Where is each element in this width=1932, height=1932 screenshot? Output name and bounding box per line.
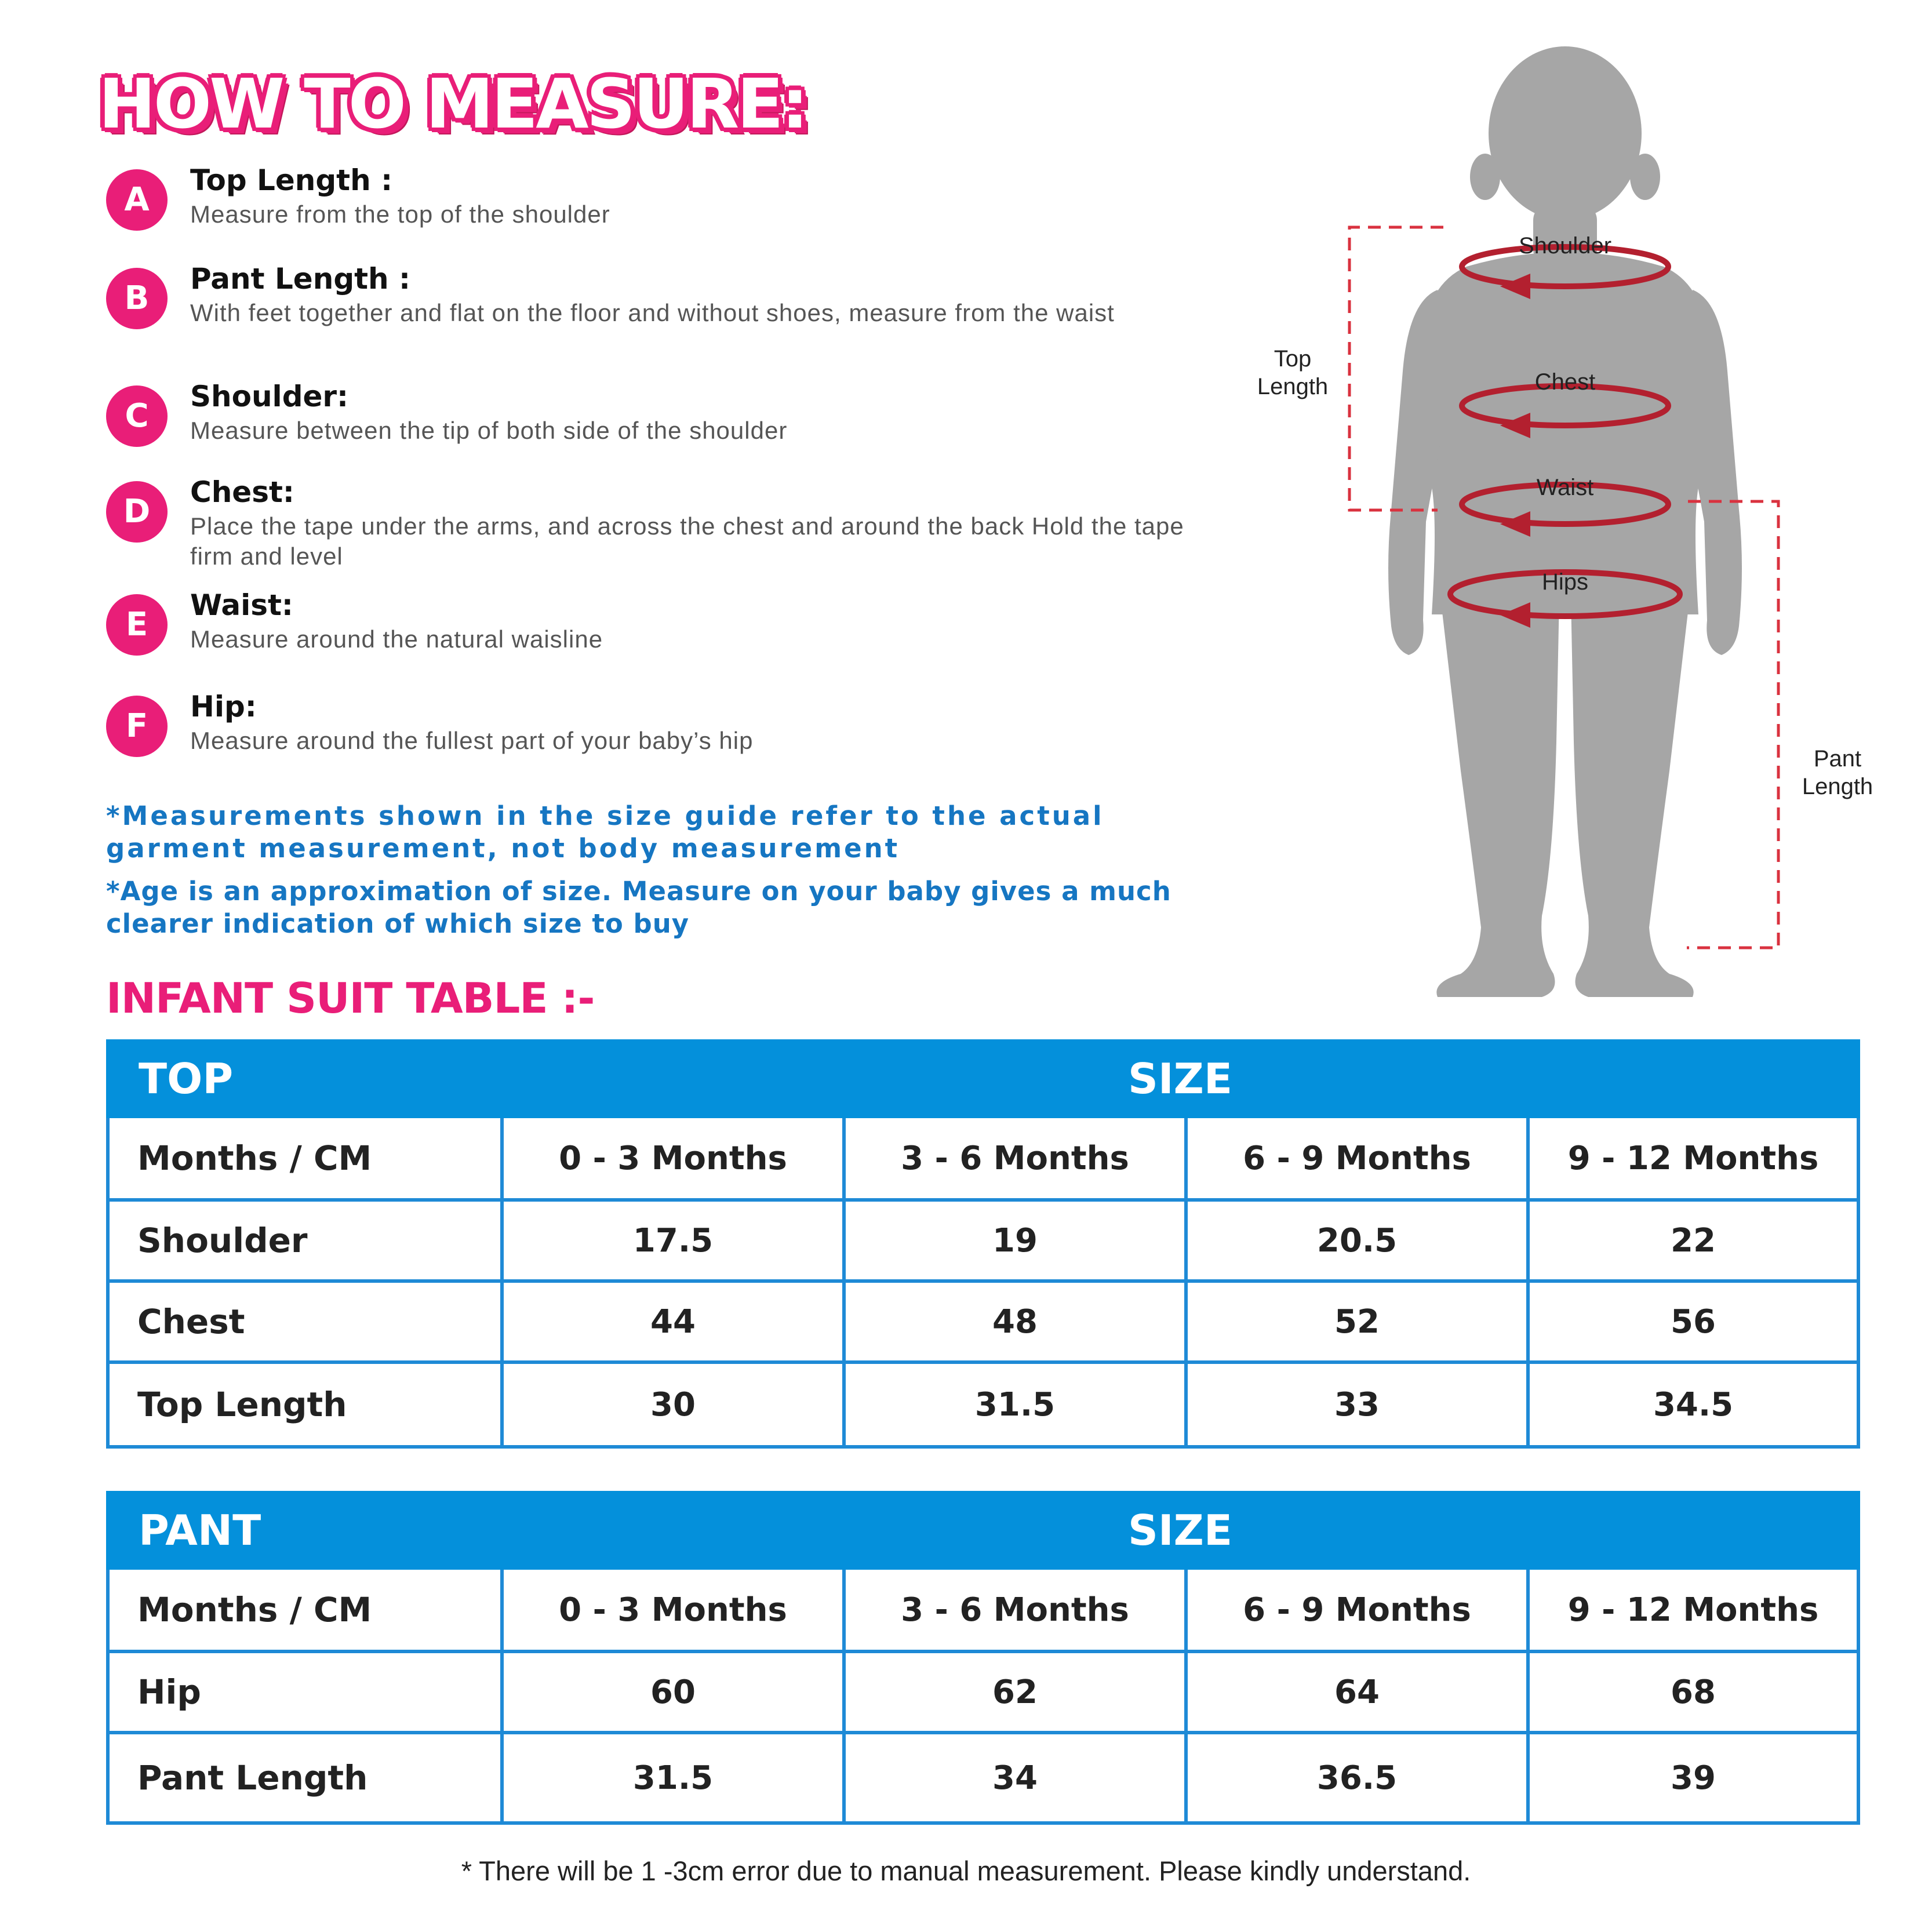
table-cell: 48 bbox=[844, 1281, 1186, 1362]
row-label: Shoulder bbox=[108, 1200, 502, 1281]
table-title-row bbox=[108, 1041, 1858, 1116]
table-row bbox=[108, 1281, 1858, 1362]
table-cell: 22 bbox=[1528, 1200, 1858, 1281]
table-header-row bbox=[108, 1568, 1858, 1651]
table-cell: 31.5 bbox=[844, 1362, 1186, 1447]
table-cell: 62 bbox=[844, 1651, 1186, 1733]
column-header: 9 - 12 Months bbox=[1528, 1116, 1858, 1200]
table-title: PANT bbox=[108, 1493, 502, 1568]
child-silhouette-icon bbox=[1217, 46, 1913, 1020]
column-header: Months / CM bbox=[108, 1116, 502, 1200]
step-description: With feet together and flat on the floor and without shoes, measure from the waist bbox=[190, 299, 1115, 326]
row-label: Hip bbox=[108, 1651, 502, 1733]
step-badge: B bbox=[106, 268, 168, 329]
table-cell: 30 bbox=[502, 1362, 844, 1447]
column-header: 0 - 3 Months bbox=[502, 1116, 844, 1200]
table-row bbox=[108, 1200, 1858, 1281]
pant-size-table bbox=[106, 1491, 1860, 1825]
table-title-row bbox=[108, 1493, 1858, 1568]
chest-label: Chest bbox=[1534, 369, 1596, 395]
table-cell: 36.5 bbox=[1186, 1733, 1528, 1823]
step-description: Measure from the top of the shoulder bbox=[190, 201, 610, 228]
hips-label: Hips bbox=[1541, 569, 1589, 595]
measurement-figure bbox=[1217, 46, 1913, 1020]
pant-length-label: Pant Length bbox=[1802, 746, 1873, 799]
step-title: Top Length : bbox=[190, 163, 393, 197]
step-description: Measure around the fullest part of your baby’s hip bbox=[190, 727, 754, 754]
table-cell: 20.5 bbox=[1186, 1200, 1528, 1281]
step-description: Place the tape under the arms, and across the chest and around the back Hold the tape firm and level bbox=[190, 512, 1184, 570]
table-row bbox=[108, 1733, 1858, 1823]
column-header: 6 - 9 Months bbox=[1186, 1568, 1528, 1651]
table-cell: 34 bbox=[844, 1733, 1186, 1823]
page-title: HOW TO MEASURE: bbox=[99, 64, 807, 144]
note-garment-measurement: *Measurements shown in the size guide refer to the actual garment measurement, not body measurement bbox=[106, 801, 1104, 864]
step-badge: D bbox=[106, 481, 168, 543]
table-header-row bbox=[108, 1116, 1858, 1200]
table-cell: 31.5 bbox=[502, 1733, 844, 1823]
step-badge: F bbox=[106, 696, 168, 757]
table-cell: 33 bbox=[1186, 1362, 1528, 1447]
table-cell: 44 bbox=[502, 1281, 844, 1362]
step-title: Waist: bbox=[190, 588, 293, 622]
table-title: TOP bbox=[108, 1041, 502, 1116]
shoulder-label: Shoulder bbox=[1518, 233, 1612, 259]
table-cell: 39 bbox=[1528, 1733, 1858, 1823]
column-header: 9 - 12 Months bbox=[1528, 1568, 1858, 1651]
step-title: Shoulder: bbox=[190, 380, 349, 413]
table-cell: 17.5 bbox=[502, 1200, 844, 1281]
table-cell: 34.5 bbox=[1528, 1362, 1858, 1447]
step-title: Chest: bbox=[190, 475, 294, 509]
row-label: Top Length bbox=[108, 1362, 502, 1447]
step-badge: A bbox=[106, 169, 168, 231]
step-description: Measure between the tip of both side of the shoulder bbox=[190, 417, 788, 444]
footnote: * There will be 1 -3cm error due to manual measurement. Please kindly understand. bbox=[461, 1855, 1471, 1886]
infant-suit-heading: INFANT SUIT TABLE :- bbox=[106, 974, 595, 1023]
column-header: 3 - 6 Months bbox=[844, 1116, 1186, 1200]
top-length-label: Top Length bbox=[1257, 346, 1329, 399]
column-header: 6 - 9 Months bbox=[1186, 1116, 1528, 1200]
table-cell: 64 bbox=[1186, 1651, 1528, 1733]
table-cell: 52 bbox=[1186, 1281, 1528, 1362]
column-header: Months / CM bbox=[108, 1568, 502, 1651]
column-header: 0 - 3 Months bbox=[502, 1568, 844, 1651]
size-header: SIZE bbox=[502, 1493, 1858, 1568]
row-label: Chest bbox=[108, 1281, 502, 1362]
table-row bbox=[108, 1651, 1858, 1733]
step-badge: C bbox=[106, 385, 168, 447]
table-cell: 19 bbox=[844, 1200, 1186, 1281]
table-cell: 56 bbox=[1528, 1281, 1858, 1362]
note-age-approximation: *Age is an approximation of size. Measure on your baby gives a much clearer indication of which size to buy bbox=[106, 876, 1171, 939]
table-cell: 68 bbox=[1528, 1651, 1858, 1733]
column-header: 3 - 6 Months bbox=[844, 1568, 1186, 1651]
size-header: SIZE bbox=[502, 1041, 1858, 1116]
top-size-table bbox=[106, 1039, 1860, 1449]
row-label: Pant Length bbox=[108, 1733, 502, 1823]
waist-label: Waist bbox=[1536, 475, 1594, 500]
step-badge: E bbox=[106, 594, 168, 656]
step-description: Measure around the natural waisline bbox=[190, 625, 603, 653]
table-row bbox=[108, 1362, 1858, 1447]
step-title: Pant Length : bbox=[190, 262, 411, 296]
step-title: Hip: bbox=[190, 690, 257, 723]
table-cell: 60 bbox=[502, 1651, 844, 1733]
